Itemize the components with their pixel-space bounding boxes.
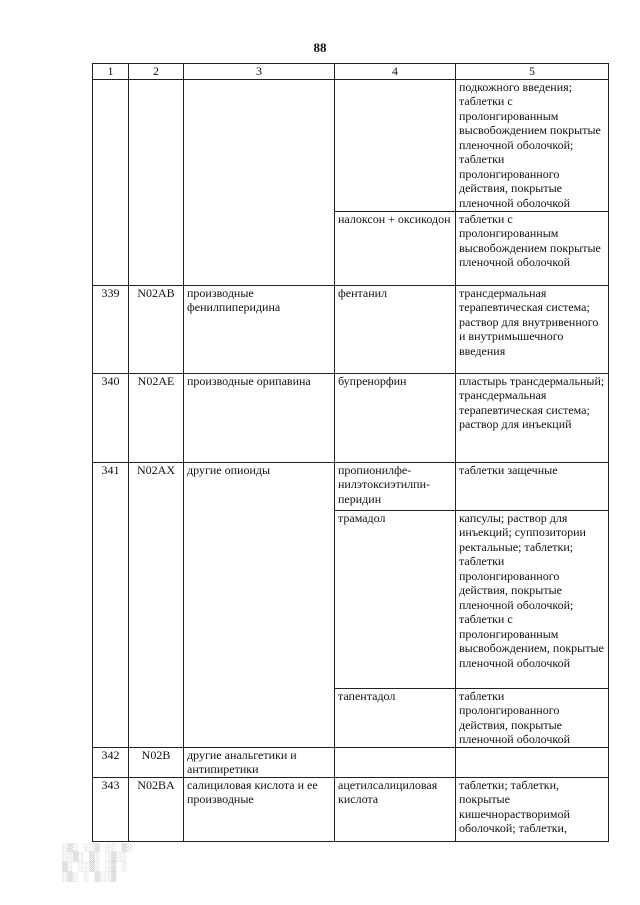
- group-cell: производные орипавина: [184, 373, 335, 462]
- table-row: [93, 462, 609, 510]
- table-header-row: [93, 64, 609, 80]
- group-cell: производные фенилпиперидина: [184, 285, 335, 373]
- column-header: 5: [456, 64, 609, 80]
- atc-code-cell: N02AX: [129, 462, 184, 747]
- row-number-cell: 342: [93, 747, 129, 777]
- drug-cell: пропионилфе-нилэтоксиэтилпи-перидин: [335, 462, 456, 510]
- forms-cell: подкожного введения; таблетки с пролонгированным высвобождением покрытые пленочной оболочкой; таблетки пролонгированного действия, покрытые пленочной оболочкой: [456, 79, 609, 211]
- forms-cell: таблетки защечные: [456, 462, 609, 510]
- table-row: [93, 777, 609, 841]
- atc-code-cell: N02AB: [129, 285, 184, 373]
- group-cell: другие опиоиды: [184, 462, 335, 747]
- drug-table: [92, 63, 609, 842]
- column-header: 2: [129, 64, 184, 80]
- table-row: [93, 79, 609, 211]
- forms-cell: таблетки с пролонгированным высвобождением покрытые пленочной оболочкой: [456, 211, 609, 285]
- row-number-cell: 340: [93, 373, 129, 462]
- forms-cell: [456, 747, 609, 777]
- forms-cell: таблетки; таблетки, покрытые кишечнорастворимой оболочкой; таблетки,: [456, 777, 609, 841]
- drug-cell: [335, 79, 456, 211]
- atc-code-cell: [129, 79, 184, 285]
- column-header: 4: [335, 64, 456, 80]
- faint-stamp-mark: ░▒░ ░░▒ ░░ ▒░ ░░▒░ ▒░ ░▒░░ ▒░ ░░▒░ ░▒ ░ ░▒░ ░ ▒░░▒: [62, 843, 133, 883]
- drug-cell: трамадол: [335, 510, 456, 688]
- row-number-cell: [93, 79, 129, 285]
- forms-cell: пластырь трансдермальный; трансдермальная терапевтическая система; раствор для инъекций: [456, 373, 609, 462]
- forms-cell: трансдермальная терапевтическая система; раствор для внутривенного и внутримышечного введения: [456, 285, 609, 373]
- drug-cell: тапентадол: [335, 688, 456, 747]
- atc-code-cell: N02B: [129, 747, 184, 777]
- row-number-cell: 343: [93, 777, 129, 841]
- drug-cell: [335, 747, 456, 777]
- row-number-cell: 339: [93, 285, 129, 373]
- column-header: 1: [93, 64, 129, 80]
- table-row: [93, 373, 609, 462]
- row-number-cell: 341: [93, 462, 129, 747]
- forms-cell: таблетки пролонгированного действия, покрытые пленочной оболочкой: [456, 688, 609, 747]
- drug-cell: ацетилсалициловая кислота: [335, 777, 456, 841]
- atc-code-cell: N02AE: [129, 373, 184, 462]
- group-cell: другие анальгетики и антипиретики: [184, 747, 335, 777]
- group-cell: салициловая кислота и ее производные: [184, 777, 335, 841]
- atc-code-cell: N02BA: [129, 777, 184, 841]
- table-row: [93, 747, 609, 777]
- drug-cell: налоксон + оксикодон: [335, 211, 456, 285]
- column-header: 3: [184, 64, 335, 80]
- group-cell: [184, 79, 335, 285]
- drug-cell: фентанил: [335, 285, 456, 373]
- page-number: 88: [313, 40, 327, 55]
- table-row: [93, 285, 609, 373]
- forms-cell: капсулы; раствор для инъекций; суппозитории ректальные; таблетки; таблетки пролонгированного действия, покрытые пленочной оболочкой; таблетки с пролонгированным высвобождением, покрытые пленочной оболочкой: [456, 510, 609, 688]
- drug-cell: бупренорфин: [335, 373, 456, 462]
